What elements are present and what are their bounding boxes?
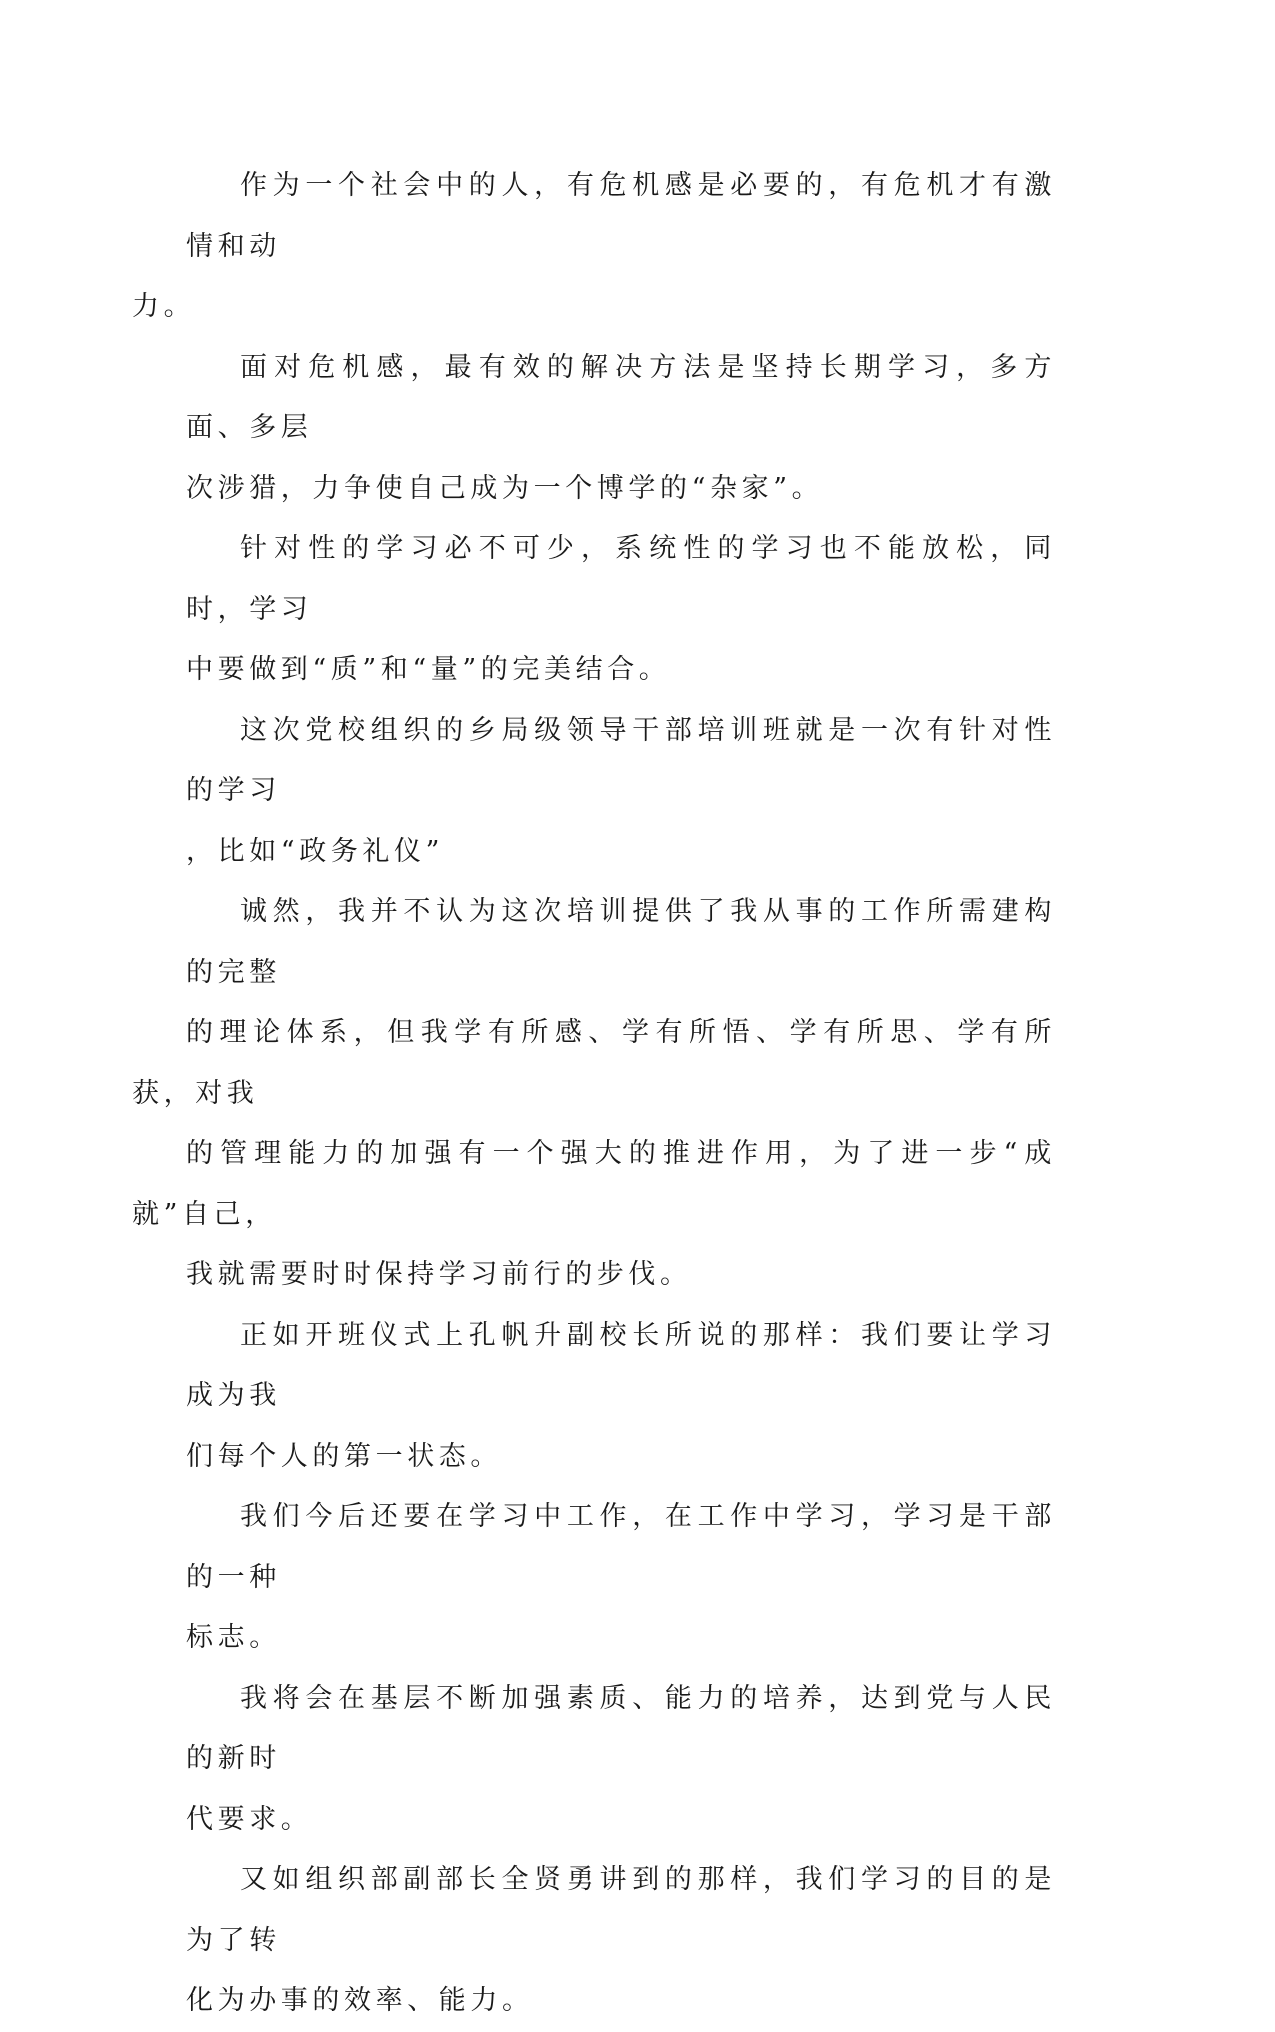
paragraph-9 xyxy=(186,1850,1056,2032)
paragraph-line: 标志。 xyxy=(186,1622,281,1653)
paragraph-line: 诚然，我并不认为这次培训提供了我从事的工作所需建构的完整 xyxy=(186,896,1056,988)
document-body xyxy=(132,156,1056,2032)
paragraph-8 xyxy=(186,1669,1056,1851)
paragraph-line: 面对危机感，最有效的解决方法是坚持长期学习，多方面、多层 xyxy=(186,351,1056,443)
paragraph-line: 我们今后还要在学习中工作，在工作中学习，学习是干部的一种 xyxy=(186,1501,1056,1593)
paragraph-line: 次涉猎，力争使自己成为一个博学的“杂家”。 xyxy=(186,472,824,504)
paragraph-line: 我将会在基层不断加强素质、能力的培养，达到党与人民的新时 xyxy=(186,1682,1056,1774)
paragraph-5 xyxy=(132,882,1056,1306)
paragraph-line: 力。 xyxy=(132,291,196,322)
paragraph-line: 化为办事的效率、能力。 xyxy=(186,1985,534,2016)
paragraph-6 xyxy=(186,1306,1056,1488)
paragraph-line: 代要求。 xyxy=(186,1803,313,1835)
paragraph-line: 这次党校组织的乡局级领导干部培训班就是一次有针对性的学习 xyxy=(186,714,1056,806)
paragraph-line: 的管理能力的加强有一个强大的推进作用，为了进一步“成就”自己， xyxy=(132,1138,1056,1230)
paragraph-line: 我就需要时时保持学习前行的步伐。 xyxy=(186,1259,692,1290)
paragraph-1 xyxy=(132,156,1056,338)
paragraph-4 xyxy=(186,701,1056,883)
paragraph-2 xyxy=(186,338,1056,520)
paragraph-line: 正如开班仪式上孔帆升副校长所说的那样：我们要让学习成为我 xyxy=(186,1319,1056,1411)
paragraph-7 xyxy=(186,1487,1056,1669)
paragraph-line: 们每个人的第一状态。 xyxy=(186,1440,502,1472)
paragraph-line: 作为一个社会中的人，有危机感是必要的，有危机才有激情和动 xyxy=(186,170,1056,262)
paragraph-line: 又如组织部副部长全贤勇讲到的那样，我们学习的目的是为了转 xyxy=(186,1864,1056,1956)
paragraph-line: 中要做到“质”和“量”的完美结合。 xyxy=(186,654,671,685)
paragraph-line: ，比如“政务礼仪” xyxy=(186,835,445,867)
paragraph-line: 针对性的学习必不可少，系统性的学习也不能放松，同时，学习 xyxy=(186,533,1056,625)
paragraph-3 xyxy=(186,519,1056,701)
paragraph-line: 的理论体系，但我学有所感、学有所悟、学有所思、学有所获，对我 xyxy=(132,1017,1056,1109)
